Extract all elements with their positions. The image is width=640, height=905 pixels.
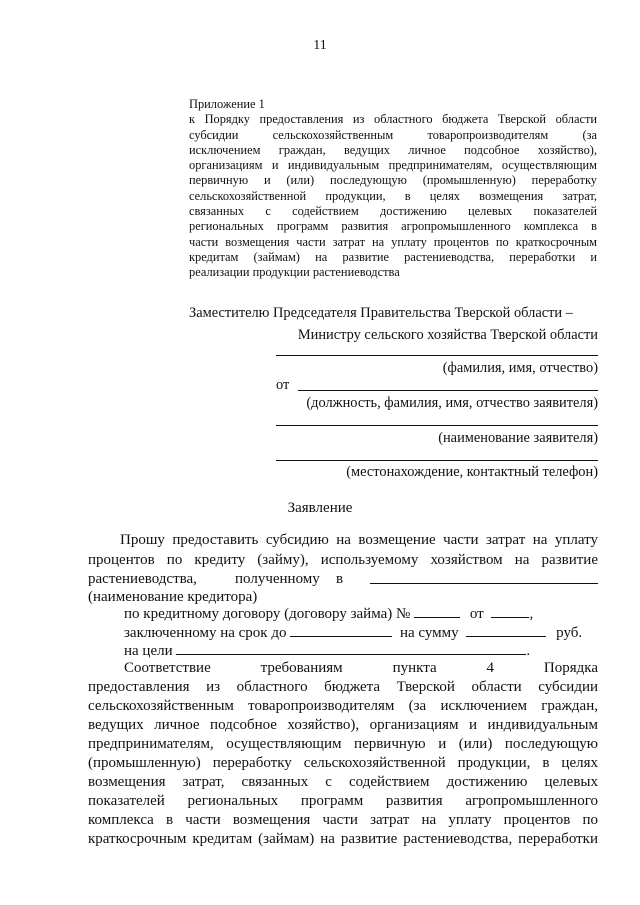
body-line: ведущих личное подсобное хозяйство), организациям и индивидуальным bbox=[88, 717, 598, 733]
contract-line bbox=[124, 605, 533, 623]
body-line: краткосрочным кредитам (займам) на развитие растениеводства, переработки bbox=[88, 831, 598, 847]
appendix-line: региональных программ развития агропромышленного комплекса в bbox=[189, 219, 597, 234]
body-line: процентов по кредиту (займу), используемому хозяйством на развитие bbox=[88, 552, 598, 568]
body-line: Прошу предоставить субсидию на возмещение части затрат на уплату bbox=[120, 532, 598, 548]
from-label: от bbox=[276, 377, 290, 393]
page-number: 11 bbox=[313, 38, 327, 53]
body-word: в bbox=[336, 571, 344, 587]
creditor-caption: (наименование кредитора) bbox=[88, 589, 258, 605]
creditor-field-line bbox=[370, 583, 598, 584]
appendix-line: части возмещения части затрат на уплату процентов по краткосрочным bbox=[189, 234, 597, 249]
appendix-line: к Порядку предоставления из областного бюджета Тверской области bbox=[189, 112, 597, 127]
caption-org-name: (наименование заявителя) bbox=[438, 430, 598, 446]
appendix-line: исключением граждан, ведущих личное подсобное хозяйство), bbox=[189, 142, 597, 157]
purpose-line bbox=[124, 642, 530, 660]
term-label: заключенному на срок до bbox=[124, 625, 287, 641]
purpose-field[interactable] bbox=[176, 642, 526, 655]
body-line: комплекса в части возмещения части затрат на уплату процентов по bbox=[88, 812, 598, 828]
contract-number-field[interactable] bbox=[414, 605, 460, 618]
appendix-line: кредитам (займам) на развитие растениеводства, переработки и bbox=[189, 249, 597, 264]
purpose-label: на цели bbox=[124, 643, 173, 659]
appendix-line: организациям и индивидуальным предпринимателям, осуществляющим bbox=[189, 158, 597, 173]
body-line: (промышленную) переработку сельскохозяйственной продукции, в целях bbox=[88, 755, 598, 771]
term-line bbox=[124, 624, 582, 642]
sum-label: на сумму bbox=[399, 625, 459, 641]
document-title: Заявление bbox=[287, 500, 353, 516]
appendix-line: субсидии сельскохозяйственным товаропроизводителям (за bbox=[189, 127, 597, 142]
caption-location: (местонахождение, контактный телефон) bbox=[346, 464, 598, 480]
body-word: полученному bbox=[235, 571, 320, 587]
body-line: сельскохозяйственным товаропроизводителям (за исключением граждан, bbox=[88, 698, 598, 714]
purpose-end: . bbox=[526, 643, 531, 659]
body-line: предпринимателям, осуществляющим первичную и (или) последующую bbox=[88, 736, 598, 752]
contract-date-field[interactable] bbox=[491, 605, 529, 618]
body-line: показателей региональных программ развития агропромышленного bbox=[88, 793, 598, 809]
appendix-line: реализации продукции растениеводства bbox=[189, 265, 400, 280]
appendix-block bbox=[189, 97, 597, 281]
contract-label: по кредитному договору (договору займа) № bbox=[124, 606, 411, 622]
sum-field[interactable] bbox=[466, 624, 546, 637]
caption-applicant: (должность, фамилия, имя, отчество заявителя) bbox=[306, 395, 598, 411]
body-line: возмещения затрат, связанных с содействием достижению целевых bbox=[88, 774, 598, 790]
caption-full-name: (фамилия, имя, отчество) bbox=[442, 360, 598, 376]
addressee-line-1: Заместителю Председателя Правительства Тверской области – bbox=[189, 305, 573, 321]
body-word: растениеводства, bbox=[88, 571, 197, 587]
applicant-field-line bbox=[298, 390, 598, 391]
org-field-line bbox=[276, 425, 598, 426]
location-field-line bbox=[276, 460, 598, 461]
addressee-line-2: Министру сельского хозяйства Тверской области bbox=[297, 327, 598, 343]
appendix-line: первичную и (или) последующую (промышленную) переработку bbox=[189, 173, 597, 188]
appendix-line: Приложение 1 bbox=[189, 97, 265, 111]
appendix-line: связанных с содействием достижению целевых показателей bbox=[189, 204, 597, 219]
term-date-field[interactable] bbox=[290, 624, 392, 637]
appendix-line: сельскохозяйственной продукции, в целях возмещения затрат, bbox=[189, 188, 597, 203]
currency-label: руб. bbox=[556, 625, 583, 641]
body-line: Соответствие требованиям пункта 4 Порядка bbox=[124, 660, 598, 676]
contract-from-label: от bbox=[469, 606, 484, 622]
body-line: предоставления из областного бюджета Тверской области субсидии bbox=[88, 679, 598, 695]
contract-end-comma: , bbox=[529, 606, 534, 622]
name-field-line bbox=[276, 355, 598, 356]
